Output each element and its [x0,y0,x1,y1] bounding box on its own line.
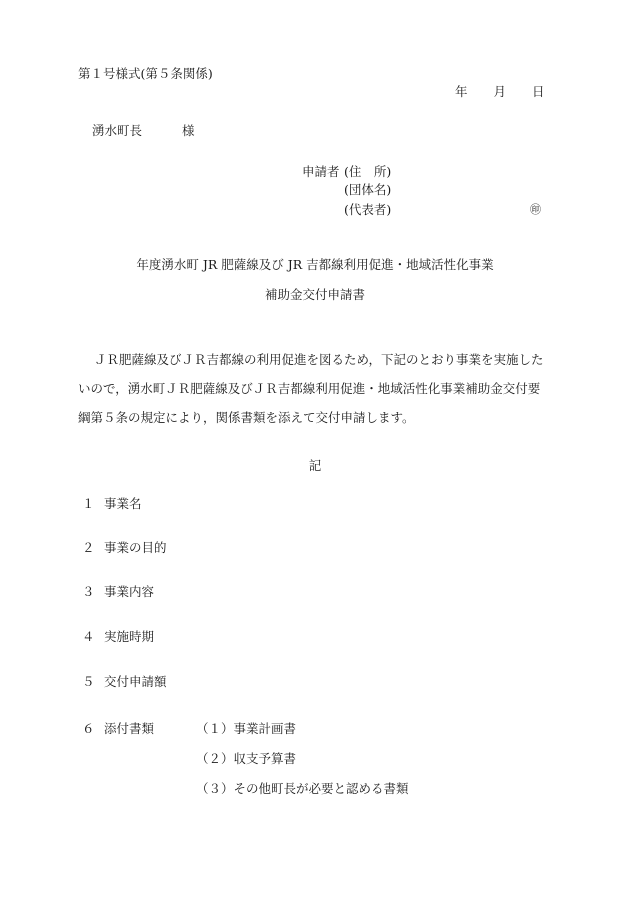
applicant-representative: (代表者) [344,202,392,217]
item-label-amount: 交付申請額 [104,674,167,689]
item-number: １ [82,496,95,511]
form-number: 第１号様式(第５条関係) [78,66,213,81]
item-number: ２ [82,540,95,555]
item-label-attachments: 添付書類 [104,721,155,736]
addressee-name: 湧水町長 [92,123,143,138]
date-month: 月 [493,84,507,99]
addressee-honorific: 様 [182,123,195,138]
date-line [455,86,545,99]
seal-mark: ㊞ [530,203,541,216]
body-paragraph: ＪＲ肥薩線及びＪＲ吉都線の利用促進を図るため，下記のとおり事業を実施したいので，湧水町ＪＲ肥薩線及びＪＲ吉都線利用促進・地域活性化事業補助金交付要綱第５条の規定により，関係書類を添えて交付申請します。 [78,352,544,425]
date-year: 年 [455,84,468,99]
addressee [92,125,195,138]
ki-heading: 記 [308,458,322,473]
document-title-line1: 年度湧水町 JR 肥薩線及び JR 吉都線利用促進・地域活性化事業 [136,257,494,272]
item-number: ３ [82,584,95,599]
item-number: ４ [82,629,95,644]
document-title-line2: 補助金交付申請書 [264,287,365,302]
attachment-item-budget: （２）収支予算書 [196,751,297,766]
item-number: ５ [82,674,95,689]
attachment-item-other: （３）その他町長が必要と認める書類 [196,781,409,796]
item-label-project-name: 事業名 [104,496,142,511]
applicant-address: (住 所) [344,164,392,179]
attachment-item-plan: （１）事業計画書 [196,721,297,736]
date-day: 日 [532,84,545,99]
item-label-content: 事業内容 [104,584,155,599]
item-label-period: 実施時期 [104,629,155,644]
applicant-label: 申請者 [302,164,340,179]
item-label-purpose: 事業の目的 [104,540,167,555]
applicant-organization: (団体名) [344,182,392,197]
item-number: ６ [82,721,95,736]
